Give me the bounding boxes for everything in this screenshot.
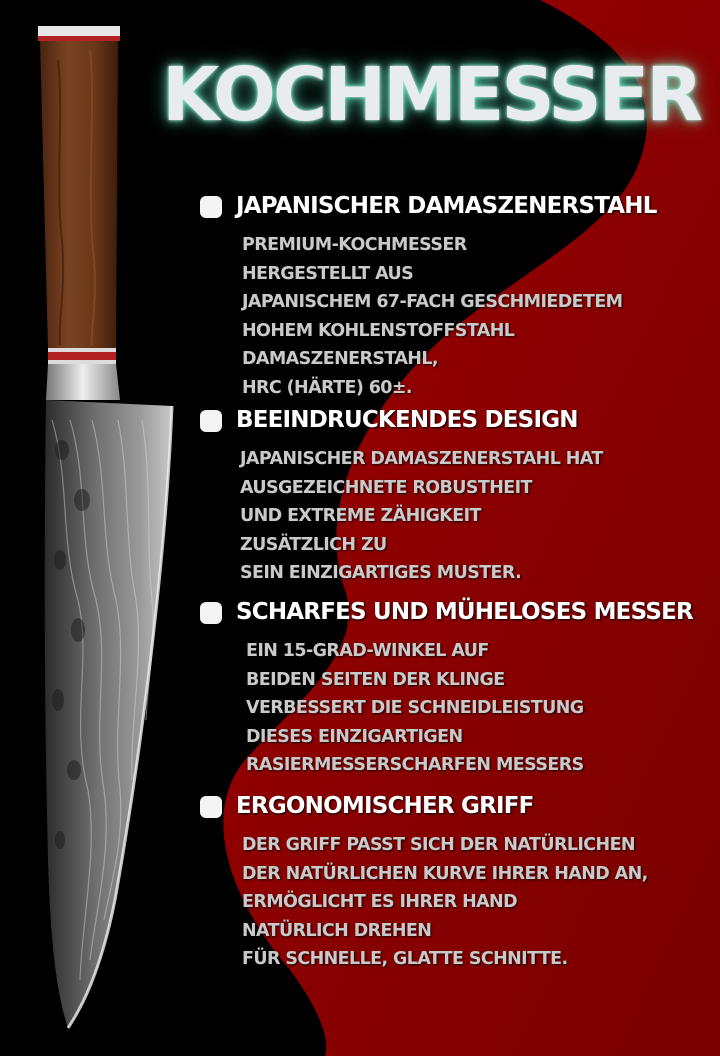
feature-design [200, 408, 603, 588]
feature-sharpness [200, 600, 693, 780]
feature-line: DER GRIFF PASST SICH DER NATÜRLICHEN [242, 835, 635, 856]
feature-line: HERGESTELLT AUS [242, 263, 414, 284]
bullet-icon [200, 410, 222, 432]
feature-line: HRC (HÄRTE) 60±. [242, 377, 412, 398]
feature-line: DAMASZENERSTAHL, [242, 349, 438, 370]
feature-line: PREMIUM-KOCHMESSER [242, 235, 467, 256]
feature-line: BEIDEN SEITEN DER KLINGE [246, 669, 505, 690]
feature-heading-row [200, 794, 648, 819]
feature-heading: JAPANISCHER DAMASZENERSTAHL [236, 193, 657, 219]
knife-image [0, 0, 200, 1056]
feature-description [240, 445, 603, 588]
feature-line: SEIN EINZIGARTIGES MUSTER. [240, 563, 522, 584]
feature-line: FÜR SCHNELLE, GLATTE SCHNITTE. [242, 949, 568, 970]
bullet-icon [200, 196, 222, 218]
feature-heading: ERGONOMISCHER GRIFF [236, 793, 534, 819]
feature-heading-row [200, 600, 693, 625]
bullet-icon [200, 796, 222, 818]
bullet-icon [200, 602, 222, 624]
page-title: KOCHMESSER [162, 52, 701, 138]
feature-heading-row [200, 408, 603, 433]
feature-line: DER NATÜRLICHEN KURVE IHRER HAND AN, [242, 863, 648, 884]
feature-line: ERMÖGLICHT ES IHRER HAND [242, 892, 518, 913]
feature-handle [200, 794, 648, 974]
feature-description [242, 831, 648, 974]
feature-line: NATÜRLICH DREHEN [242, 920, 432, 941]
feature-line: DIESES EINZIGARTIGEN [246, 726, 463, 747]
feature-heading: BEEINDRUCKENDES DESIGN [236, 407, 578, 433]
feature-steel [200, 194, 657, 402]
feature-line: RASIERMESSERSCHARFEN MESSERS [246, 755, 584, 776]
feature-line: ZUSÄTZLICH ZU [240, 534, 387, 555]
feature-line: HOHEM KOHLENSTOFFSTAHL [242, 320, 515, 341]
feature-heading: SCHARFES UND MÜHELOSES MESSER [236, 599, 693, 625]
feature-line: VERBESSERT DIE SCHNEIDLEISTUNG [246, 698, 584, 719]
feature-description [242, 231, 657, 402]
feature-line: UND EXTREME ZÄHIGKEIT [240, 506, 481, 527]
feature-line: EIN 15-GRAD-WINKEL AUF [246, 641, 489, 662]
feature-line: JAPANISCHEM 67-FACH GESCHMIEDETEM [242, 292, 623, 313]
feature-line: JAPANISCHER DAMASZENERSTAHL HAT [240, 449, 603, 470]
feature-heading-row [200, 194, 657, 219]
feature-description [246, 637, 693, 780]
feature-line: AUSGEZEICHNETE ROBUSTHEIT [240, 477, 532, 498]
